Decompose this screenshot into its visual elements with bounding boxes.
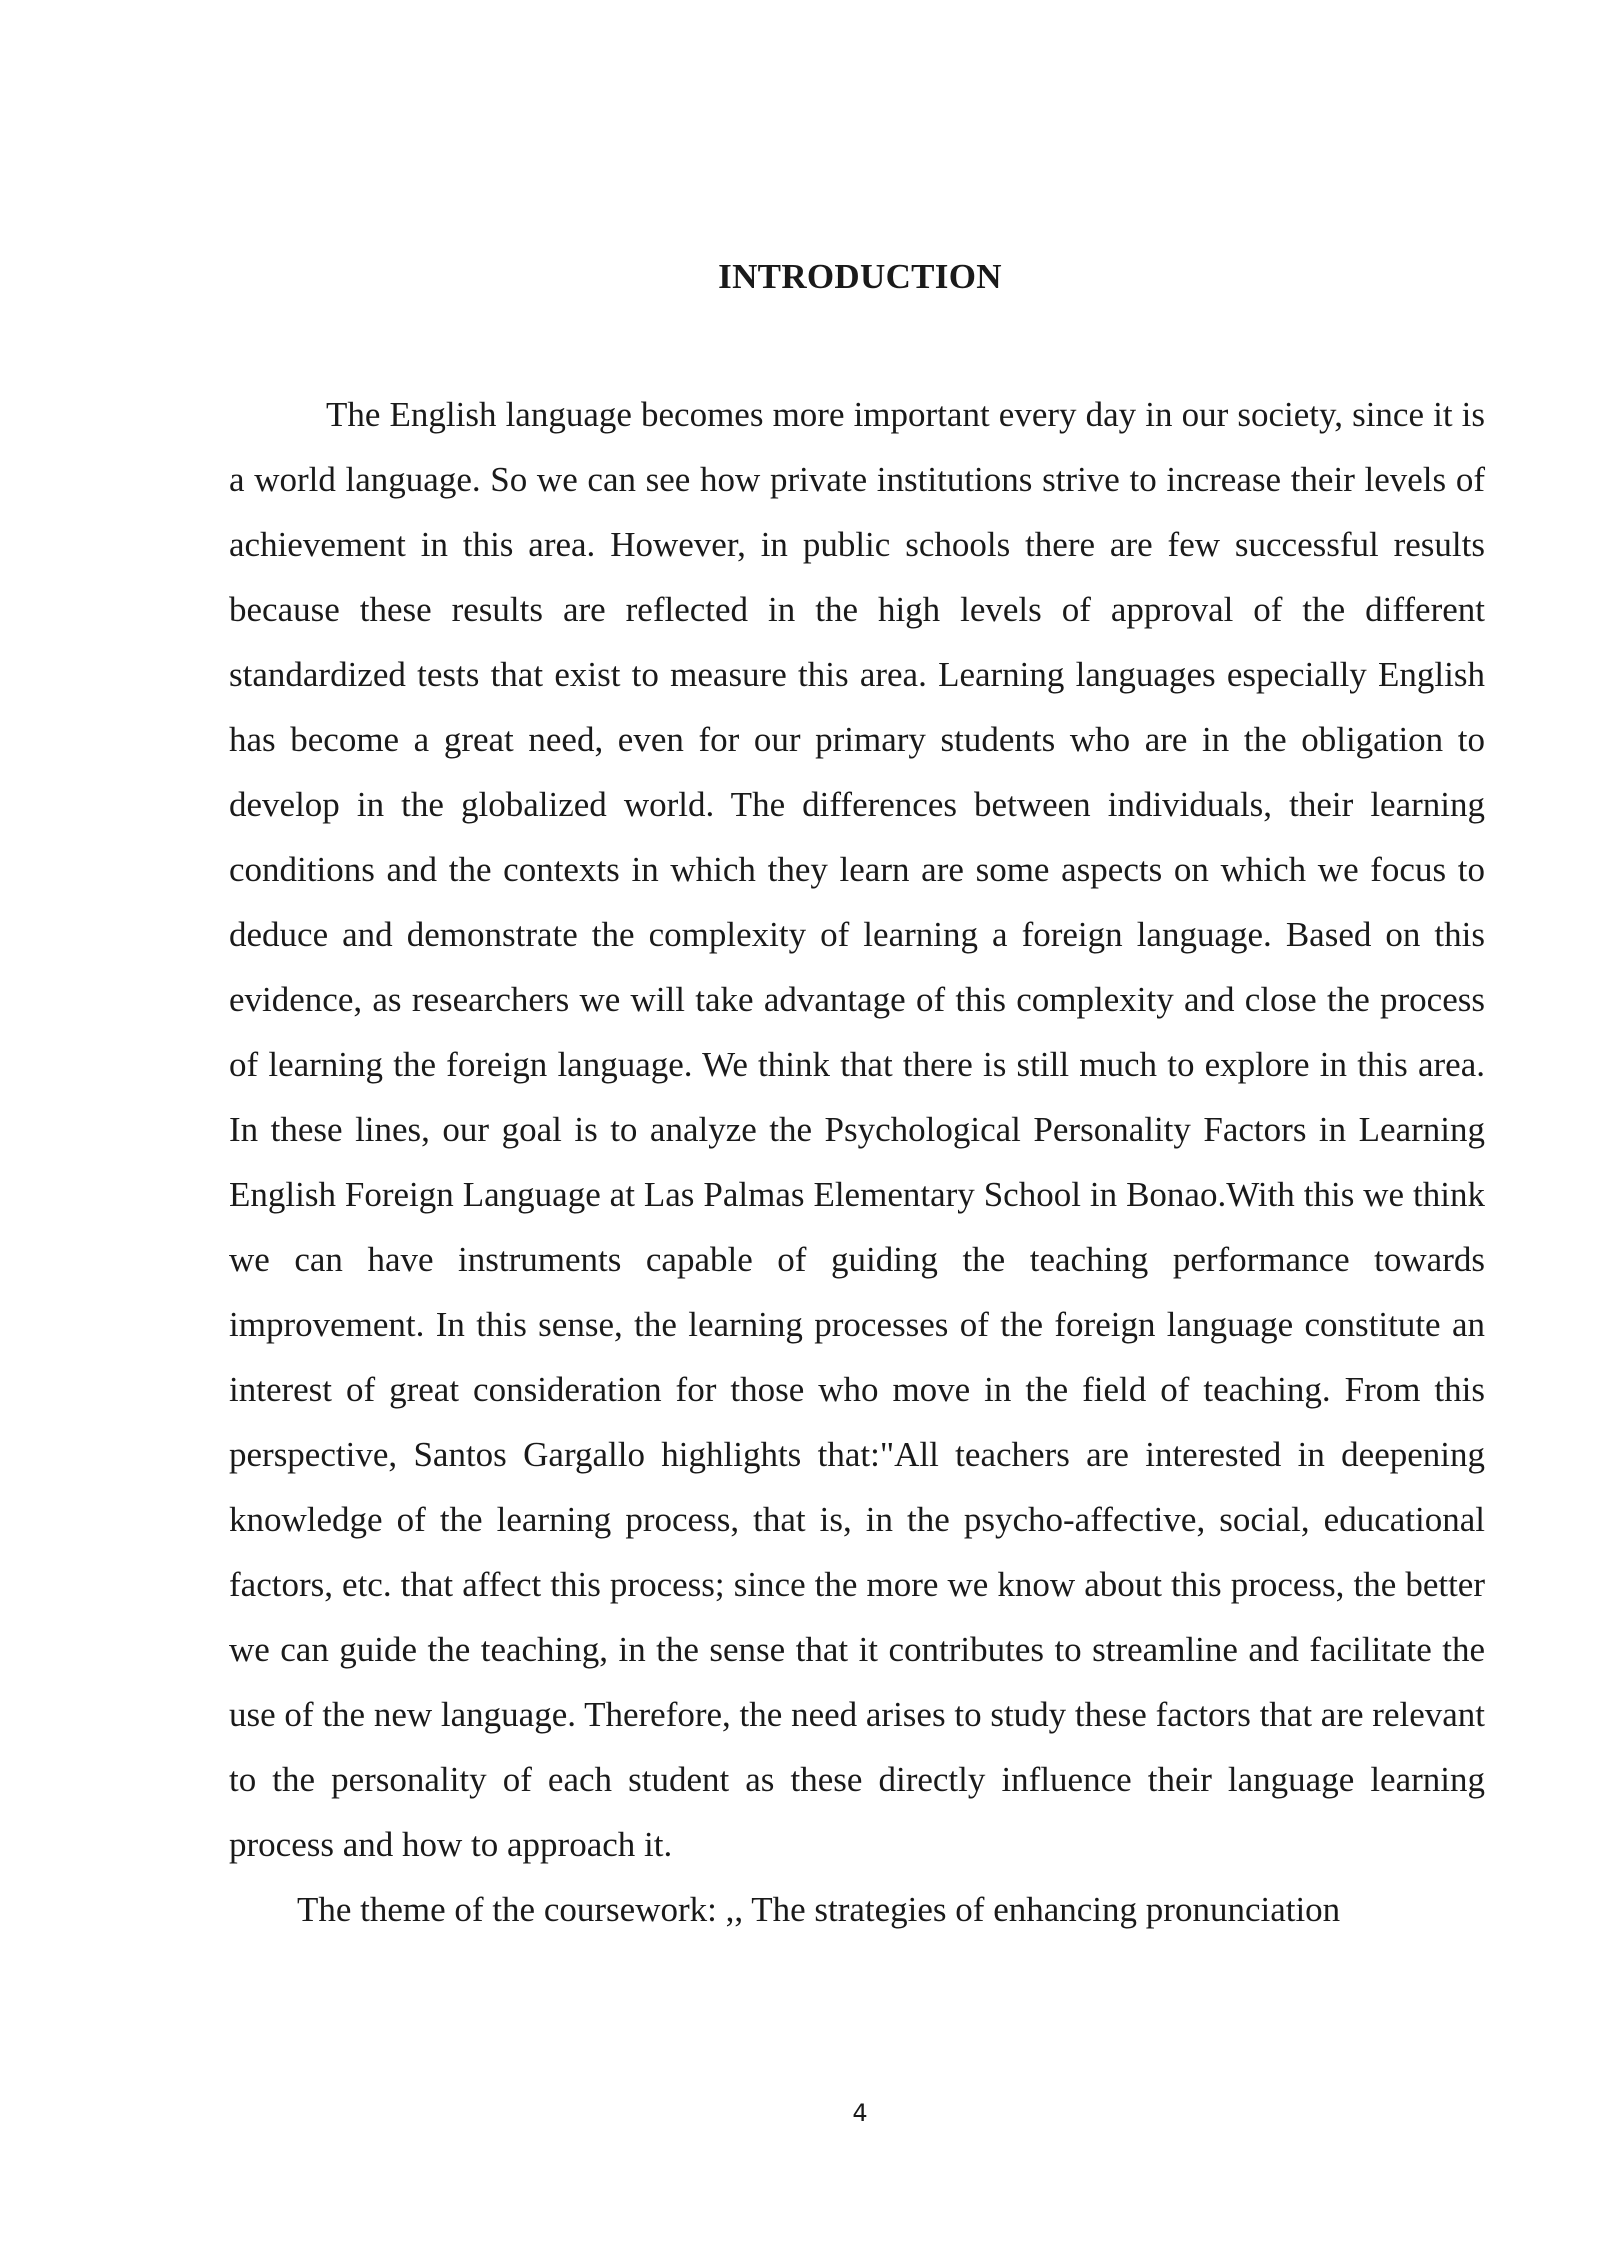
page-title: INTRODUCTION — [718, 257, 1002, 296]
page-number: 4 — [852, 2099, 868, 2127]
body-text — [229, 382, 1485, 1942]
paragraph-coursework-theme: The theme of the coursework: ,, The strategies of enhancing pronunciation — [297, 1890, 1341, 1929]
paragraph-introduction: The English language becomes more important every day in our society, since it is a world language. So we can see how private institutions strive to increase their levels of achievement in this area. However, in public schools there are few successful results because these results are reflected in the high levels of approval of the different standardized tests that exist to measure this area. Learning languages especially English has become a great need, even for our primary students who are in the obligation to develop in the globalized world. The differences between individuals, their learning conditions and the contexts in which they learn are some aspects on which we focus to deduce and demonstrate the complexity of learning a foreign language. Based on this evidence, as researchers we will take advantage of this complexity and close the process of learning the foreign language. We think that there is still much to explore in this area. In these lines, our goal is to analyze the Psychological Personality Factors in Learning English Foreign Language at Las Palmas Elementary School in Bonao.With this we think we can have instruments capable of guiding the teaching performance towards improvement. In this sense, the learning processes of the foreign language constitute an interest of great consideration for those who move in the field of teaching. From this perspective, Santos Gargallo highlights that:"All teachers are interested in deepening knowledge of the learning process, that is, in the psycho-affective, social, educational factors, etc. that affect this process; since the more we know about this process, the better we can guide the teaching, in the sense that it contributes to streamline and facilitate the use of the new language. Therefore, the need arises to study these factors that are relevant to the personality of each student as these directly influence their language learning process and how to approach it. — [229, 395, 1485, 1864]
